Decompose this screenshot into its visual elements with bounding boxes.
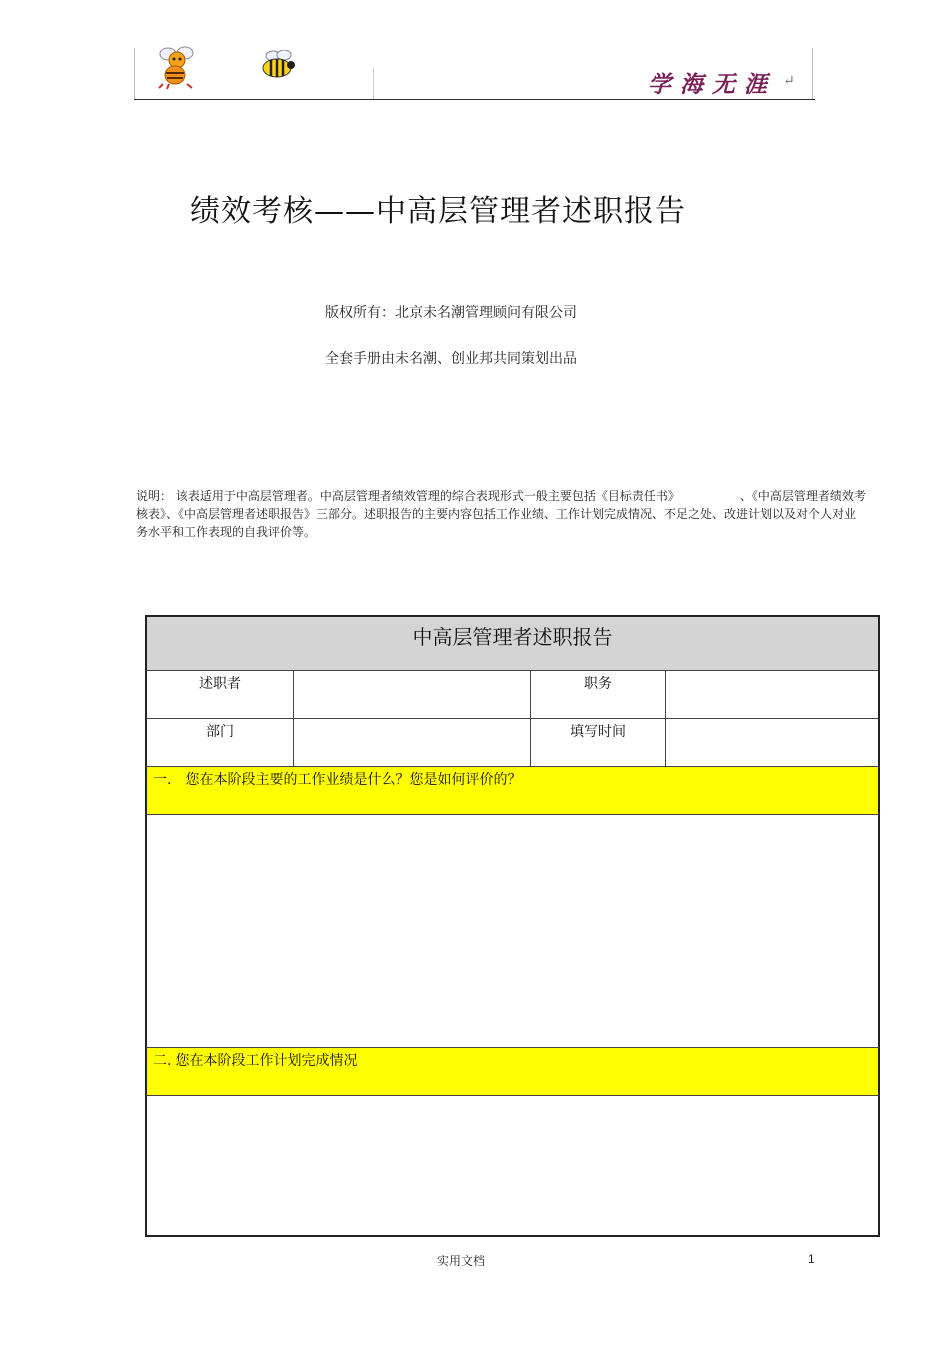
- produced-by-line: 全套手册由未名潮、创业邦共同策划出品: [325, 351, 577, 367]
- form-row-reporter: [145, 671, 880, 719]
- page-number: 1: [808, 1252, 815, 1266]
- section-1-header: [145, 767, 880, 815]
- header-divider: [373, 68, 374, 100]
- usage-note-part1: 说明： 该表适用于中高层管理者。中高层管理者绩效管理的综合表现形式一般主要包括《目标责任书》: [136, 489, 680, 503]
- report-form: [145, 615, 880, 1237]
- section-2-answer-area[interactable]: [145, 1096, 880, 1237]
- form-title: 中高层管理者述职报告: [145, 615, 880, 671]
- usage-note-part2: 、《中高层管理者绩效考核表》、《中高层管理者述职报告》三部分。述职报告的主要内容包括工作业绩、工作计划完成情况、不足之处、改进计划以及对个人对业务水平和工作表现的自我评价等。: [136, 489, 866, 539]
- bee-mascot-icon: [155, 44, 199, 94]
- bee-icon: [258, 50, 298, 84]
- copyright-line: 版权所有：北京未名潮管理顾问有限公司: [325, 305, 577, 321]
- paragraph-mark: ↵: [783, 73, 795, 89]
- label-fill-date: 填写时间: [531, 719, 666, 766]
- section-2-header: [145, 1048, 880, 1096]
- brand-logo-text: 学海无涯: [648, 71, 776, 98]
- document-title: 绩效考核——中高层管理者述职报告: [190, 194, 686, 229]
- field-fill-date[interactable]: [666, 719, 878, 766]
- label-position: 职务: [531, 671, 666, 718]
- field-department[interactable]: [294, 719, 531, 766]
- field-reporter[interactable]: [294, 671, 531, 718]
- usage-note: [136, 487, 866, 541]
- section-1-question: 您在本阶段主要的工作业绩是什么？您是如何评价的？: [185, 772, 522, 788]
- footer-label: 实用文档: [437, 1254, 486, 1268]
- field-position[interactable]: [666, 671, 878, 718]
- label-reporter: 述职者: [147, 671, 294, 718]
- section-1-answer-area[interactable]: [145, 815, 880, 1048]
- label-department: 部门: [147, 719, 294, 766]
- section-2-question: 您在本阶段工作计划完成情况: [175, 1053, 358, 1069]
- section-1-number: 一.: [153, 772, 172, 788]
- form-row-department: [145, 719, 880, 767]
- section-2-number: 二.: [153, 1053, 172, 1069]
- header-right-border: [812, 48, 813, 100]
- header-underline: [134, 99, 815, 100]
- header-left-border: [134, 48, 135, 100]
